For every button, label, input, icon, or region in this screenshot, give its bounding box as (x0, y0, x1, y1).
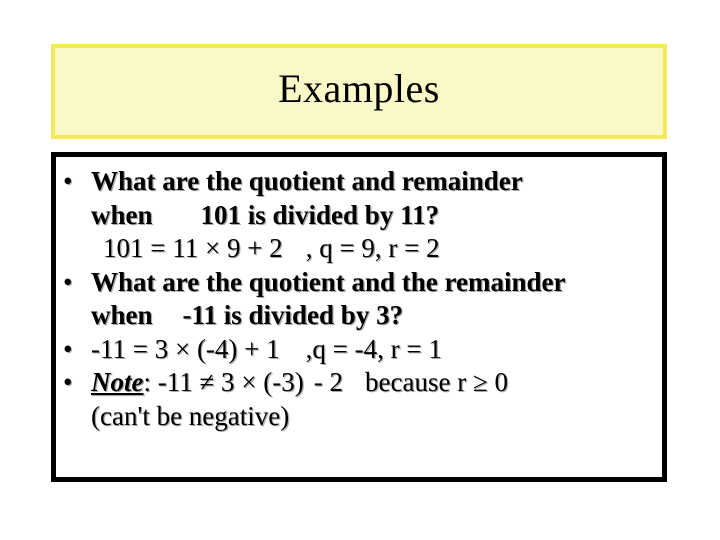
note-colon: : (143, 367, 151, 397)
question-1-rest: 101 is divided by 11? (200, 199, 440, 230)
question-1-line-1: What are the quotient and remainder (91, 166, 523, 196)
answer-1-result: , q = 9, r = 2 (305, 233, 440, 263)
content-box (51, 152, 667, 482)
question-2-line-1: What are the quotient and the remainder (91, 266, 566, 297)
question-2-when: when (91, 300, 153, 330)
bullet-marker: • (63, 166, 73, 196)
bullet-marker: • (63, 367, 73, 397)
slide-title: Examples (278, 66, 440, 111)
bullet-3 (56, 333, 662, 367)
title-box (51, 44, 667, 139)
answer-2-equation: -11 = 3 × (-4) + 1 (91, 333, 280, 364)
question-2-rest: -11 is divided by 3? (182, 300, 404, 330)
question-1-line-2 (91, 199, 662, 233)
note-expression: -11 ≠ 3 × (-3) (157, 367, 304, 397)
note-label: Note (91, 367, 144, 397)
question-1-when: when (91, 199, 153, 230)
note-paren: (can't be negative) (91, 400, 290, 431)
note-line (91, 366, 662, 400)
answer-2-result: ,q = -4, r = 1 (305, 333, 442, 364)
bullet-marker: • (63, 333, 73, 364)
answer-1-equation: 101 = 11 × 9 + 2 (103, 233, 283, 263)
bullet-2 (56, 266, 662, 333)
bullet-1 (56, 165, 662, 266)
answer-1 (91, 232, 662, 266)
question-2-line-2 (91, 299, 662, 333)
note-tail: - 2 (313, 367, 344, 397)
answer-2 (91, 333, 662, 367)
bullet-marker: • (63, 266, 73, 297)
bullet-4 (56, 366, 662, 433)
note-because: because r ≥ 0 (365, 367, 509, 397)
